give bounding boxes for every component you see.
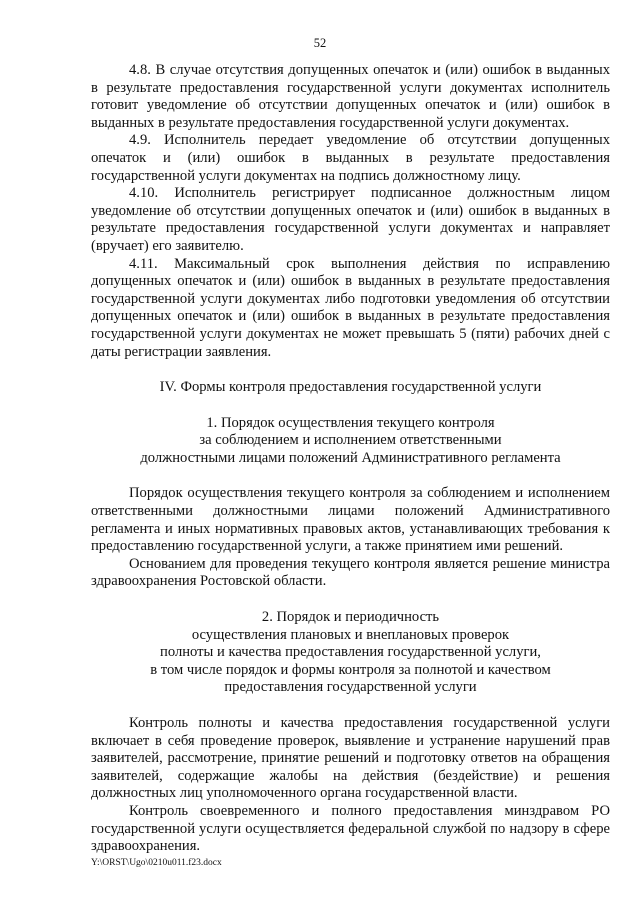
- heading-line: за соблюдением и исполнением ответственными: [199, 432, 502, 449]
- heading-line: предоставления государственной услуги: [224, 679, 477, 696]
- page-number: 52: [313, 36, 327, 50]
- subsection-2-heading: [91, 609, 610, 697]
- heading-line: в том числе порядок и формы контроля за полнотой и качеством: [150, 661, 551, 678]
- subsection-2-paragraph: Контроль своевременного и полного предоставления минздравом РО государственной услуги осуществляется федеральной службой по надзору в сфере здравоохранения.: [91, 802, 610, 855]
- paragraph-4-11: 4.11. Максимальный срок выполнения действия по исправлению допущенных опечаток и (или) ошибок в выданных в результате предоставления государственной услуги документах либо подготовки уведомления об отсутствии допущенных опечаток и (или) ошибок в выданных в результате предоставления государственной услуги документах не может превышать 5 (пяти) рабочих дней с даты регистрации заявления.: [91, 255, 610, 360]
- subsection-1-heading: [91, 415, 610, 468]
- heading-line: осуществления плановых и внеплановых проверок: [191, 626, 510, 643]
- subsection-2-paragraph: Контроль полноты и качества предоставления государственной услуги включает в себя проведение проверок, выявление и устранение нарушений прав заявителей, рассмотрение, принятие решений и подготовку ответов на обращения заявителей, содержащие жалобы на действия (бездействие) и решения должностных лиц уполномоченного органа государственной власти.: [91, 715, 610, 802]
- document-body: [91, 62, 610, 856]
- heading-line: 2. Порядок и периодичность: [261, 609, 440, 626]
- subsection-1-paragraph: Основанием для проведения текущего контроля является решение министра здравоохранения Ростовской области.: [91, 555, 610, 590]
- file-path-footer: Y:\ORST\Ugo\0210u011.f23.docx: [91, 858, 222, 868]
- section-heading: IV. Формы контроля предоставления государственной услуги: [159, 379, 542, 396]
- paragraph-4-8: 4.8. В случае отсутствия допущенных опечаток и (или) ошибок в выданных в результате предоставления государственной услуги документах исполнитель готовит уведомление об отсутствии допущенных опечаток и (или) ошибок в выданных в результате предоставления государственной услуги документах.: [91, 62, 610, 131]
- heading-line: полноты и качества предоставления государственной услуги,: [160, 644, 541, 661]
- heading-line: 1. Порядок осуществления текущего контроля: [206, 414, 495, 431]
- subsection-1-paragraph: Порядок осуществления текущего контроля за соблюдением и исполнением ответственными должностными лицами положений Административного регламента и иных нормативных правовых актов, устанавливающих требования к предоставлению государственной услуги, а также принятием ими решений.: [91, 485, 610, 555]
- paragraph-4-10: 4.10. Исполнитель регистрирует подписанное должностным лицом уведомление об отсутствии допущенных опечаток и (или) ошибок в выданных в результате предоставления государственной услуги документах и направляет (вручает) его заявителю.: [91, 185, 610, 254]
- heading-line: должностными лицами положений Административного регламента: [140, 449, 561, 466]
- paragraph-4-9: 4.9. Исполнитель передает уведомление об отсутствии допущенных опечаток и (или) ошибок в выданных в результате предоставления государственной услуги документах на подпись должностному лицу.: [91, 132, 610, 184]
